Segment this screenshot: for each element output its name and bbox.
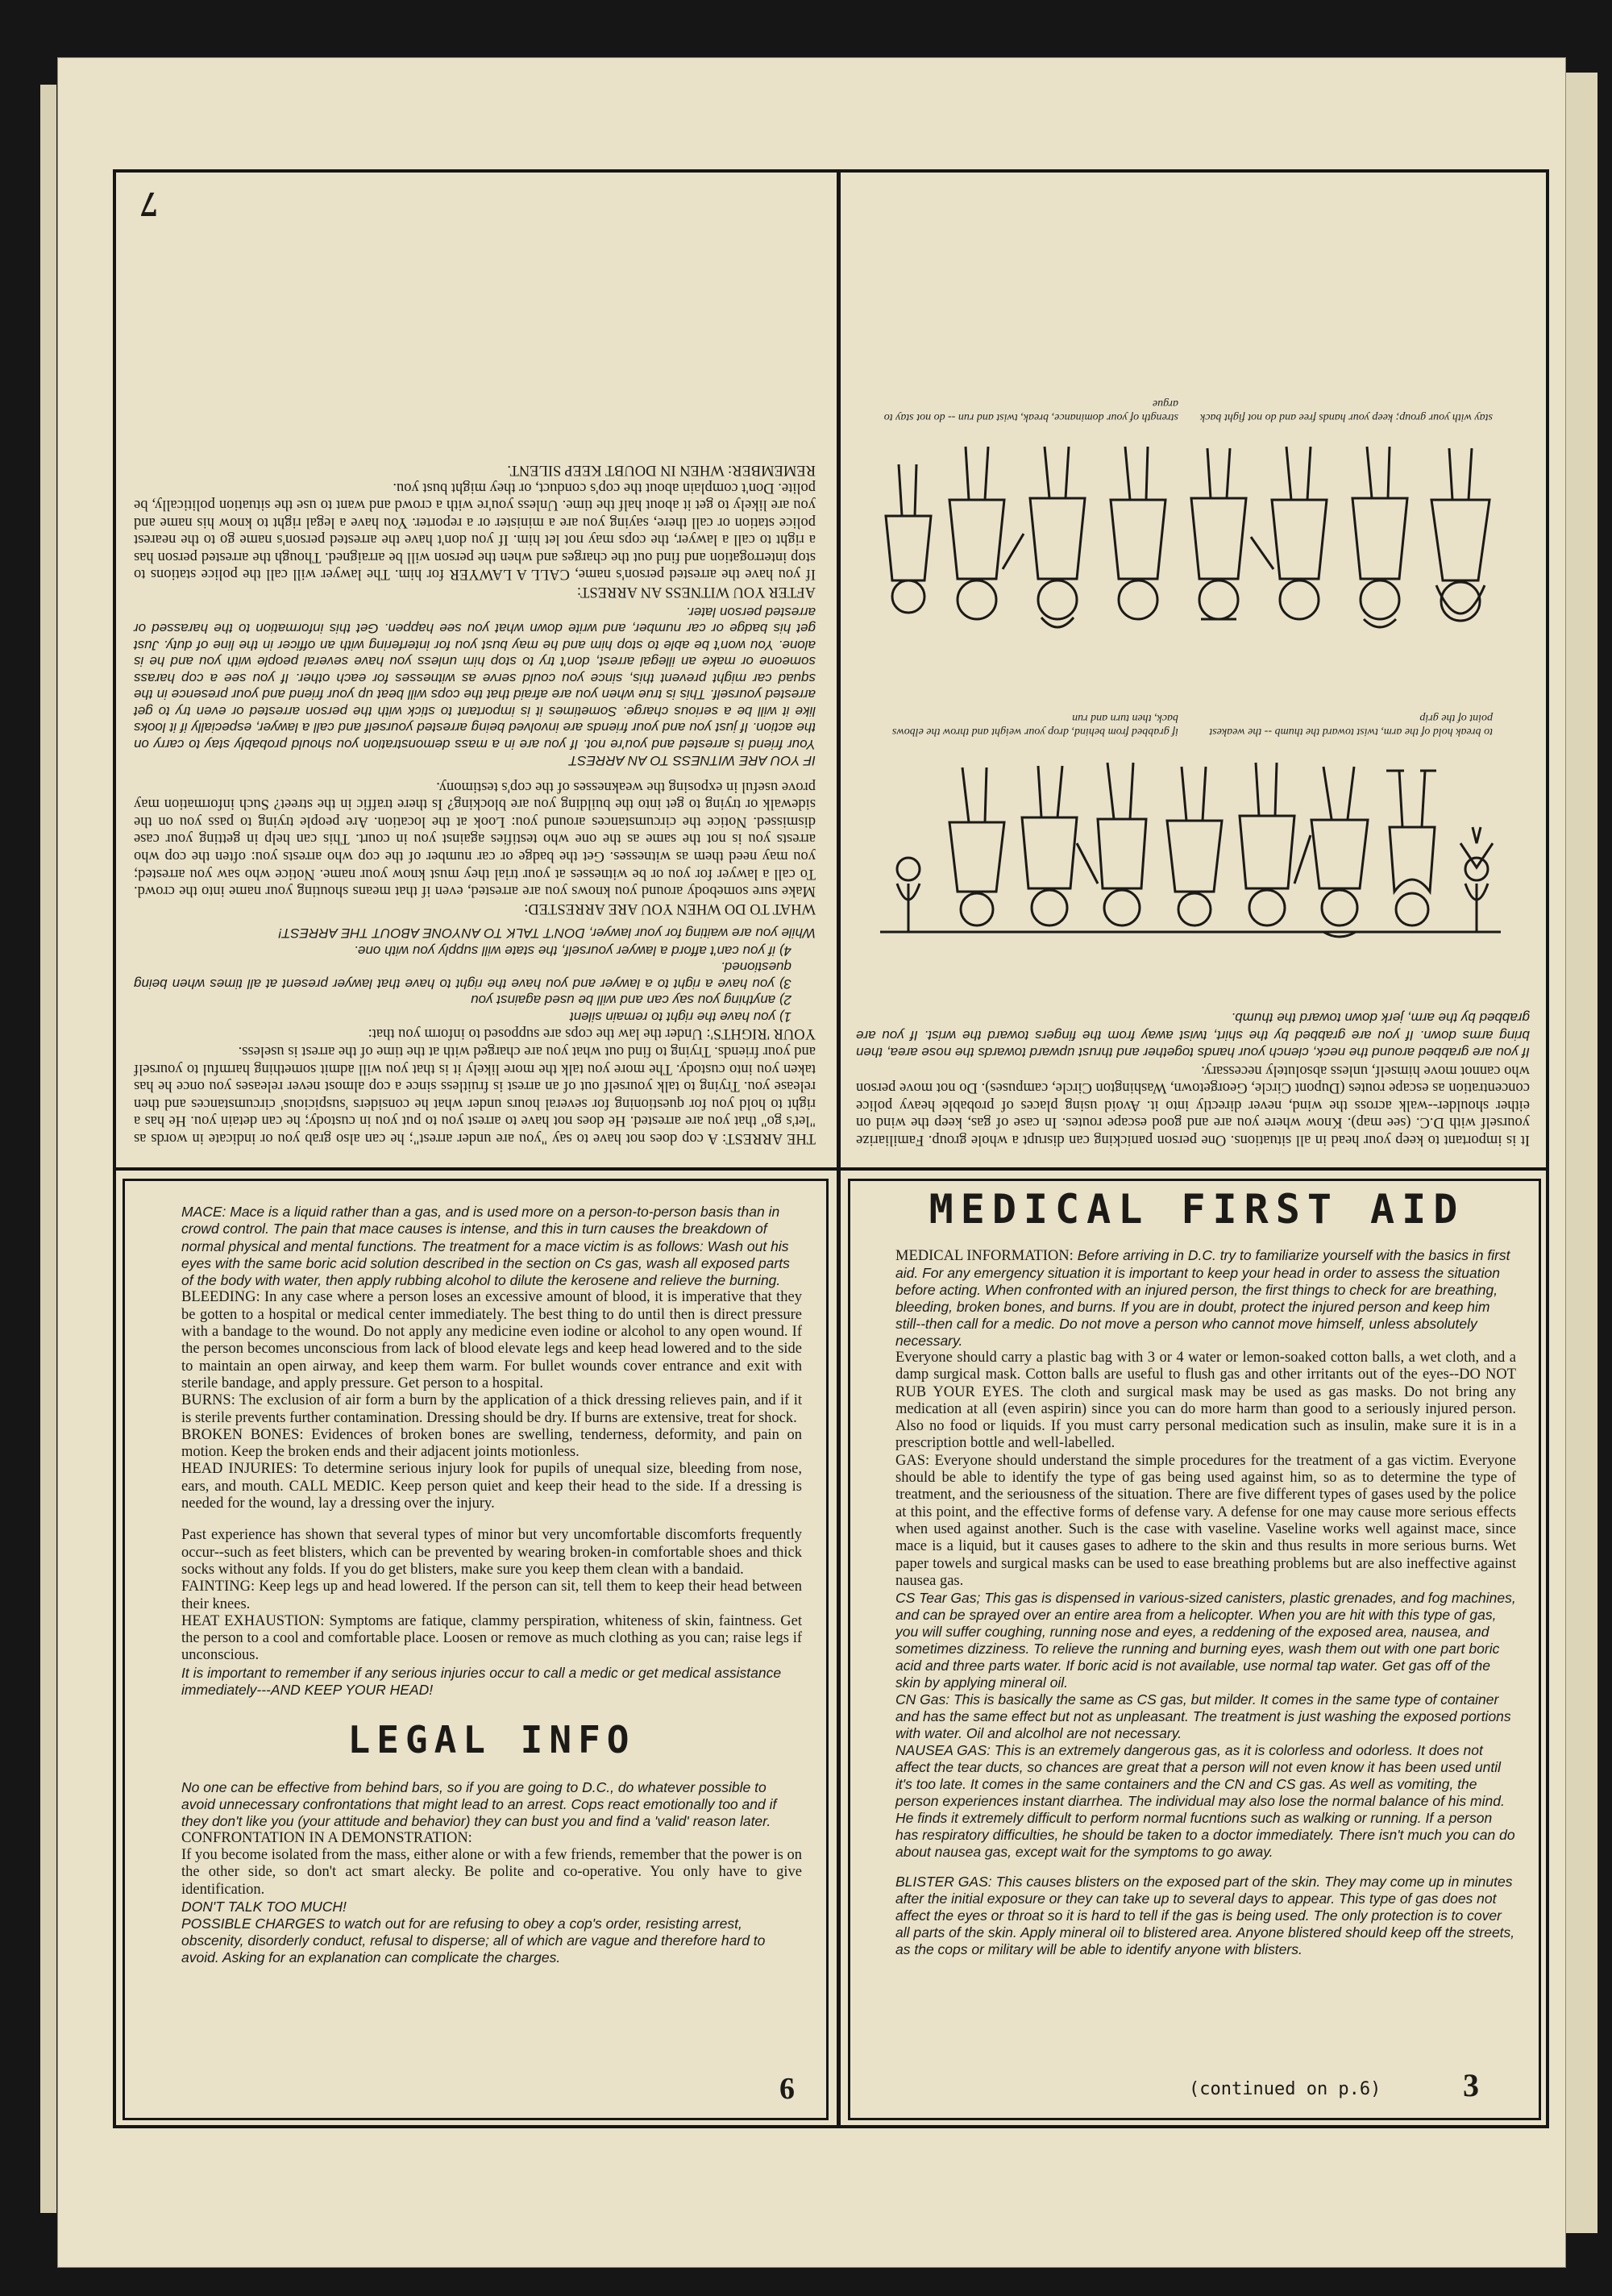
- witness-paragraph: Your friend is arrested and you're not. If you are in a mass demonstration you should probably stay to carry on the action. If just you and your friends are involved being arrested yourself and call a lawyer, especially if it looks like it will be a serious charge. Sometimes it is important to stick with the person arrested or even try to get arrested yourself. This is true when you are afraid that the cops will beat up your friend and your presence in the squad car might prevent this, since you could serve as witnesses for each other. If you see a cop harass someone or make an illegal arrest, don't try to stop him unless you have several people with you and he is alone. You won't be able to stop him and he may bust you for interfering with an officer in the line of duty. Just get his badge or car number, and write down what you see happen. Get this information to the harassed or arrested person later.: [134, 604, 816, 752]
- arrest-warning: While you are waiting for your lawyer, DON'T TALK TO ANYONE ABOUT THE ARREST!: [278, 925, 816, 942]
- witness-heading: IF YOU ARE WITNESS TO AN ARREST: [568, 753, 816, 769]
- underlying-page-right: [1565, 73, 1597, 2233]
- cartoon-demonstrators-illustration: [872, 747, 1509, 948]
- heat-exhaustion-paragraph: HEAT EXHAUSTION: Symptoms are fatique, clammy perspiration, whiteness of skin, faintness. Get the person to a cool and comfortable place. Loosen or remove as much clothing as you can; raise legs if unconscious.: [181, 1612, 802, 1664]
- medical-information-label: MEDICAL INFORMATION:: [895, 1248, 1074, 1264]
- nausea-gas-paragraph: NAUSEA GAS: This is an extremely dangerous gas, as it is colorless and odorless. It does not affect the tear ducts, so chances are great that a person will not even know it has been used until it's too late. It comes in the same containers and the CN and CS gas. As well as vomiting, the person experiences instant diarrhea. The individual may also lose the normal balance of his mind. He finds it extremely difficult to perform normal fucntions such as walking or running. If a person has respiratory difficulties, he should be taken to a doctor immediately. There isn't much you can do about nausea gas, except wait for the symptoms to go away.: [895, 1742, 1515, 1861]
- cartoon-caption-lower-left: stay with your group; keep your hands free and do not fight back: [1200, 411, 1493, 423]
- page-number-3: 3: [1463, 2067, 1479, 2103]
- column-divider-vertical: [837, 169, 841, 2128]
- legal-intro-paragraph: No one can be effective from behind bars, so if you are going to D.C., do whatever possible to avoid unnecessary confrontations that might lead to an arrest. Cops react emotionally too and if they don't like you (your attitude and behavior) they can bust you and find a 'valid' reason later.: [181, 1778, 777, 1829]
- burns-paragraph: BURNS: The exclusion of air form a burn by the application of a thick dressing relieves pain, and if it is sterile prevents further contamination. Dressing should be dry. If burns are extensive, treat for shock.: [181, 1392, 802, 1426]
- right-item-4: 4) if you can't afford a lawyer yourself, the state will supply you with one.: [354, 942, 791, 959]
- broken-bones-paragraph: BROKEN BONES: Evidences of broken bones are swelling, tenderness, deformity, and pain on motion. Keep the broken ends and their adjacent joints motionless.: [181, 1426, 802, 1461]
- top-right-upside-down-section: [843, 179, 1541, 1158]
- medical-information-text: Before arriving in D.C. try to familiarize yourself with the basics in first aid. For any emergency situation it is important to keep your head in order to assess the situation before acting. When confronted with an injured person, the first things to check for are breathing, bleeding, broken bones, and burns. If you are in doubt, protect the injured person and keep him still--then call for a medic. Do not move a person who cannot move himself, unless absolutely necessary.: [895, 1247, 1510, 1349]
- important-note: It is important to remember if any serious injuries occur to call a medic or get medical assistance immediately---AND KEEP YOUR HEAD!: [181, 1664, 782, 1698]
- arrest-paragraph: THE ARREST: A cop does not have to say "you are under arrest"; he can also grab you or indicate in words as "let's go" that you are arrested. He does not have to arrest you to put you in custody; he can detain you. He has a right to hold you for questioning for several hours under what he considers 'suspicious' circumstances and then release you. Trying to talk yourself out of an arrest is fruitless since a cop almost never releases you once he has taken you into custody. The more you talk the more likely it is that you will admit something harmful to yourself and your friends. Trying to find out what you are charged with at the time of the arrest is useless.: [134, 1043, 816, 1146]
- cartoon-caption-lower-right: strength of your dominance, break, twist and run -- do not stay to argue: [883, 397, 1178, 423]
- what-to-do-heading: WHAT TO DO WHEN YOU ARE ARRESTED:: [524, 900, 816, 917]
- carry-kit-paragraph: Everyone should carry a plastic bag with 3 or 4 water or lemon-soaked cotton balls, a wet cloth, and a damp surgical mask. Cotton balls are useful to flush gas and other irritants out of the eyes--DO NOT RUB YOUR EYES. The cloth and surgical mask may be used as gas masks. Do not bring any medication at all (even aspirin) since you can do more harm than good to a seriously injured person. Also no food or liquids. If you must carry personal medication such as insulin, make sure it is in a prescription bottle and well-labelled.: [895, 1350, 1516, 1452]
- bottom-right-box: [848, 1179, 1541, 2120]
- legal-info-heading: LEGAL INFO: [347, 1717, 636, 1762]
- keep-head-paragraph: It is important to keep your head in all situations. One person panicking can disrupt a whole group. Familiarize yourself with D.C. (see map). Know where you are and good escape routes. In case of gas, keep the wind on either shoulder--walk across the wind, never directly into it. Avoid using places of probable heavy police concentration as escape routes (Dupont Circle, Georgetown, Washington Circle, campuses). Do not move person who cannot move himself, unless absolutely necessary.: [856, 1062, 1530, 1148]
- cn-gas-paragraph: CN Gas: This is basically the same as CS gas, but milder. It comes in the same type of container and has the same effect but not as unpleasant. The treatment is just washing the exposed portions with water. Oil and alcolhol are not necessary.: [895, 1691, 1511, 1742]
- top-left-upside-down-section: [123, 179, 827, 1158]
- cs-gas-paragraph: CS Tear Gas; This gas is dispensed in various-sized canisters, plastic grenades, and fog machines, and can be sprayed over an entire area from a helicopter. When you are hit with this type of gas, you will suffer coughing, running nose and eyes, a reddening of the exposed area, nausea, and sometimes dizziness. To relieve the running and burning eyes, wash them out with one part boric acid and three parts water. If boric acid is not available, use normal tap water. Get gas off of the skin by applying mineral oil.: [895, 1590, 1516, 1691]
- right-item-1: 1) you have the right to remain silent: [570, 1009, 791, 1025]
- bleeding-paragraph: BLEEDING: In any case where a person loses an excessive amount of blood, it is imperative that they be gotten to a hospital or medical center immediately. The best thing to do until then is direct pressure with a bandage to the wound. Do not apply any medicine even iodine or alcohol to any open wound. If the person becomes unconscious from lack of blood elevate legs and keep head lowered and to the side to maintain an open airway, and keep them warm. For bullet wounds cover entrance and exit with sterile bandage, and apply pressure. Get person to a hospital.: [181, 1289, 802, 1391]
- mace-paragraph: MACE: Mace is a liquid rather than a gas, and is used more on a person-to-person basis than in crowd control. The pain that mace causes is intense, and this in turn causes the breakdown of normal physical and mental functions. The treatment for a mace victim is as follows: Wash out his eyes with the same boric acid solution described in the section on Cs gas, wash all exposed parts of the body with water, then apply rubbing alcohol to dilute the kerosene and relieve the burning.: [181, 1204, 790, 1289]
- cartoon-caption-left: to break hold of the arm, twist toward the thumb -- the weakest point of the grip: [1209, 712, 1493, 738]
- continued-note: (continued on p.6): [1189, 2079, 1381, 2099]
- after-witness-paragraph: If you have the arrested person's name, CALL A LAWYER for him. The lawyer will call the police stations to stop interrogation and find out the charges and when the person will be arraigned. Though the arrested person has a right to call a lawyer, the cops may not let him. If you don't have the arrested person's name go to the nearest police station or call there, saying you are a minister or a reporter. You have a legal right to know his name and you are likely to get it about half the time. Unless you're with a crowd and want to use the situation politically, be polite. Don't complain about the cop's conduct, or they might bust you.: [134, 479, 816, 583]
- rights-intro: YOUR 'RIGHTS': Under the law the cops are supposed to inform you that:: [368, 1025, 816, 1042]
- underlying-page-left: [40, 85, 56, 2213]
- bottom-left-box: [123, 1179, 829, 2120]
- after-witness-heading: AFTER YOU WITNESS AN ARREST:: [576, 584, 816, 601]
- right-item-3: 3) you have a right to a lawyer and you have the right to have that lawyer present at all times when being questioned.: [134, 959, 791, 992]
- blister-gas-paragraph: BLISTER GAS: This causes blisters on the exposed part of the skin. They may come up in minutes after the initial exposure or they can take up to several days to appear. This type of gas does not affect the eyes or throat so it is hard to tell if the gas is being used. The only protection is to cover all parts of the skin. Apply mineral oil to blistered area. Anyone blistered should keep off the streets, as the cops or military will be able to identify anyone with blisters.: [895, 1874, 1515, 1958]
- what-to-do-paragraph: Make sure somebody around you knows you are arrested, even if that means shouting your name into the crowd. To call a lawyer for you or be witnesses at your trial they must know your name. Notice who saw you arrested; you may need them as witnesses. Get the badge or car number of the cop who arrests you: often the cop who arrests you is not the same as the one who testifies against you in court. This can help in getting your case dismissed. Notice the circumstances around you: Look at the location. Are people trying to pass you on the sidewalk or trying to get into the building you are blocking? Is there traffic in the street? Such information may prove useful in exposing the weaknesses of the cop's testimony.: [134, 778, 816, 900]
- confrontation-paragraph: If you become isolated from the mass, either alone or with a few friends, remember that the power is on the other side, so don't act smart alecky. Be polite and co-operative. You only have to give identification.: [181, 1847, 802, 1898]
- cartoon-marchers-illustration: [872, 432, 1509, 642]
- dont-talk-note: DON'T TALK TOO MUCH!: [181, 1898, 347, 1915]
- head-injuries-paragraph: HEAD INJURIES: To determine serious injury look for pupils of unequal size, bleeding from nose, ears, and mouth. CALL MEDIC. Keep person quiet and keep their head to the side. If a dressing is needed for the wound, lay a dressing over the injury.: [181, 1461, 802, 1512]
- confrontation-heading: CONFRONTATION IN A DEMONSTRATION:: [181, 1829, 472, 1846]
- cartoon-caption-right: if grabbed from behind, drop your weight and throw the elbows back, then turn and run: [891, 712, 1178, 738]
- holds-paragraph: If you are grabbed around the neck, clench your hands together and thrust upward towards the nose area, then bring arms down. If you are grabbed by the shirt, twist away from the fingers toward the wrist. If you are grabbed by the arm, jerk down toward the thumb.: [856, 1010, 1530, 1061]
- possible-charges-paragraph: POSSIBLE CHARGES to watch out for are refusing to obey a cop's order, resisting arrest, obscenity, disorderly conduct, refusal to disperse; all of which are vague and therefore hard to avoid. Asking for an explanation can complicate the charges.: [181, 1915, 766, 1965]
- page-number-6: 6: [779, 2072, 795, 2106]
- page-number-7: 7: [140, 185, 158, 224]
- remember-line: REMEMBER: WHEN IN DOUBT KEEP SILENT.: [507, 461, 816, 478]
- medical-first-aid-heading: MEDICAL FIRST AID: [929, 1186, 1465, 1233]
- past-experience-paragraph: Past experience has shown that several types of minor but very uncomfortable discomforts frequently occur--such as feet blisters, which can be prevented by wearing broken-in comfortable shoes and thick socks without any folds. If you do get blisters, make sure you keep them clean with a bandaid.: [181, 1527, 802, 1578]
- right-item-2: 2) anything you say can and will be used against you: [471, 992, 791, 1009]
- fainting-paragraph: FAINTING: Keep legs up and head lowered. If the person can sit, tell them to keep their head between their knees.: [181, 1578, 802, 1612]
- column-divider-horizontal: [113, 1167, 1549, 1171]
- gas-paragraph: GAS: Everyone should understand the simple procedures for the treatment of a gas victim. Everyone should be able to identify the type of gas being used against him, so as to determine the type of treatment, and the seriousness of the situation. There are five different types of gases used by the police at this point, and the effective forms of defense vary. A defense for one may cause more serious effects when used against another. Such is the case with vaseline. Vaseline works well against mace, since mace is a liquid, but it causes gases to adhere to the skin and thus results in more serious burns. Wet paper towels and surgical masks can be used to ease breathing problems but are also ineffective against nausea gas.: [895, 1452, 1516, 1589]
